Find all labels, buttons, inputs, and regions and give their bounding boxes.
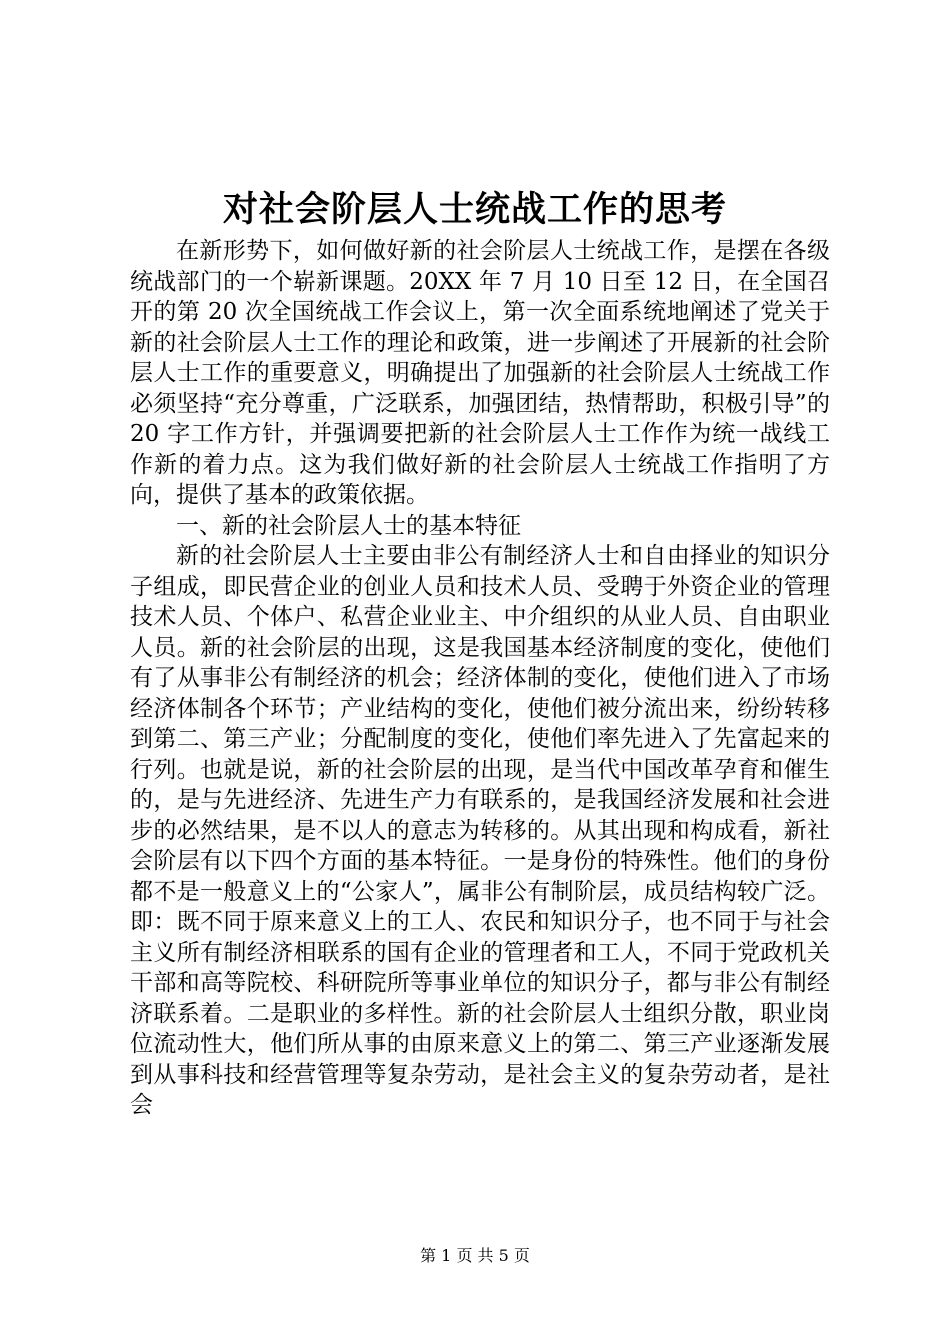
section-heading: 一、新的社会阶层人士的基本特征 [176,512,521,539]
paragraph-characteristics: 新的社会阶层人士主要由非公有制经济人士和自由择业的知识分子组成，即民营企业的创业人员和技术人员、受聘于外资企业的管理技术人员、个体户、私营企业业主、中介组织的从业人员、自由职业人员。新的社会阶层的出现，这是我国基本经济制度的变化，使他们有了从事非公有制经济的机会；经济体制的变化，使他们进入了市场经济体制各个环节；产业结构的变化，使他们被分流出来，纷纷转移到第二、第三产业；分配制度的变化，使他们率先进入了先富起来的行列。也就是说，新的社会阶层的出现，是当代中国改革孕育和催生的，是与先进经济、先进生产力有联系的，是我国经济发展和社会进步的必然结果，是不以人的意志为转移的。从其出现和构成看，新社会阶层有以下四个方面的基本特征。一是身份的特殊性。他们的身份都不是一般意义上的“公家人”，属非公有制阶层，成员结构较广泛。即：既不同于原来意义上的工人、农民和知识分子，也不同于与社会主义所有制经济相联系的国有企业的管理者和工人，不同于党政机关干部和高等院校、科研院所等事业单位的知识分子，都与非公有制经济联系着。二是职业的多样性。新的社会阶层人士组织分散，职业岗位流动性大，他们所从事的由原来意义上的第二、第三产业逐渐发展到从事科技和经营管理等复杂劳动，是社会主义的复杂劳动者，是社会 [130,543,830,1118]
page-indicator: 第 1 页 共 5 页 [420,1246,530,1265]
document-body [130,236,830,1121]
document-title: 对社会阶层人士统战工作的思考 [222,189,727,230]
page-footer [0,1244,950,1268]
paragraph-intro: 在新形势下，如何做好新的社会阶层人士统战工作，是摆在各级统战部门的一个崭新课题。20XX 年 7 月 10 日至 12 日，在全国召开的第 20 次全国统战工作会议上，第一次全面系统地阐述了党关于新的社会阶层人士工作的理论和政策，进一步阐述了开展新的社会阶层人士工作的重要意义，明确提出了加强新的社会阶层人士统战工作必须坚持“充分尊重，广泛联系，加强团结，热情帮助，积极引导”的 20 字工作方针，并强调要把新的社会阶层人士工作作为统一战线工作新的着力点。这为我们做好新的社会阶层人士统战工作指明了方向，提供了基本的政策依据。 [130,238,830,508]
